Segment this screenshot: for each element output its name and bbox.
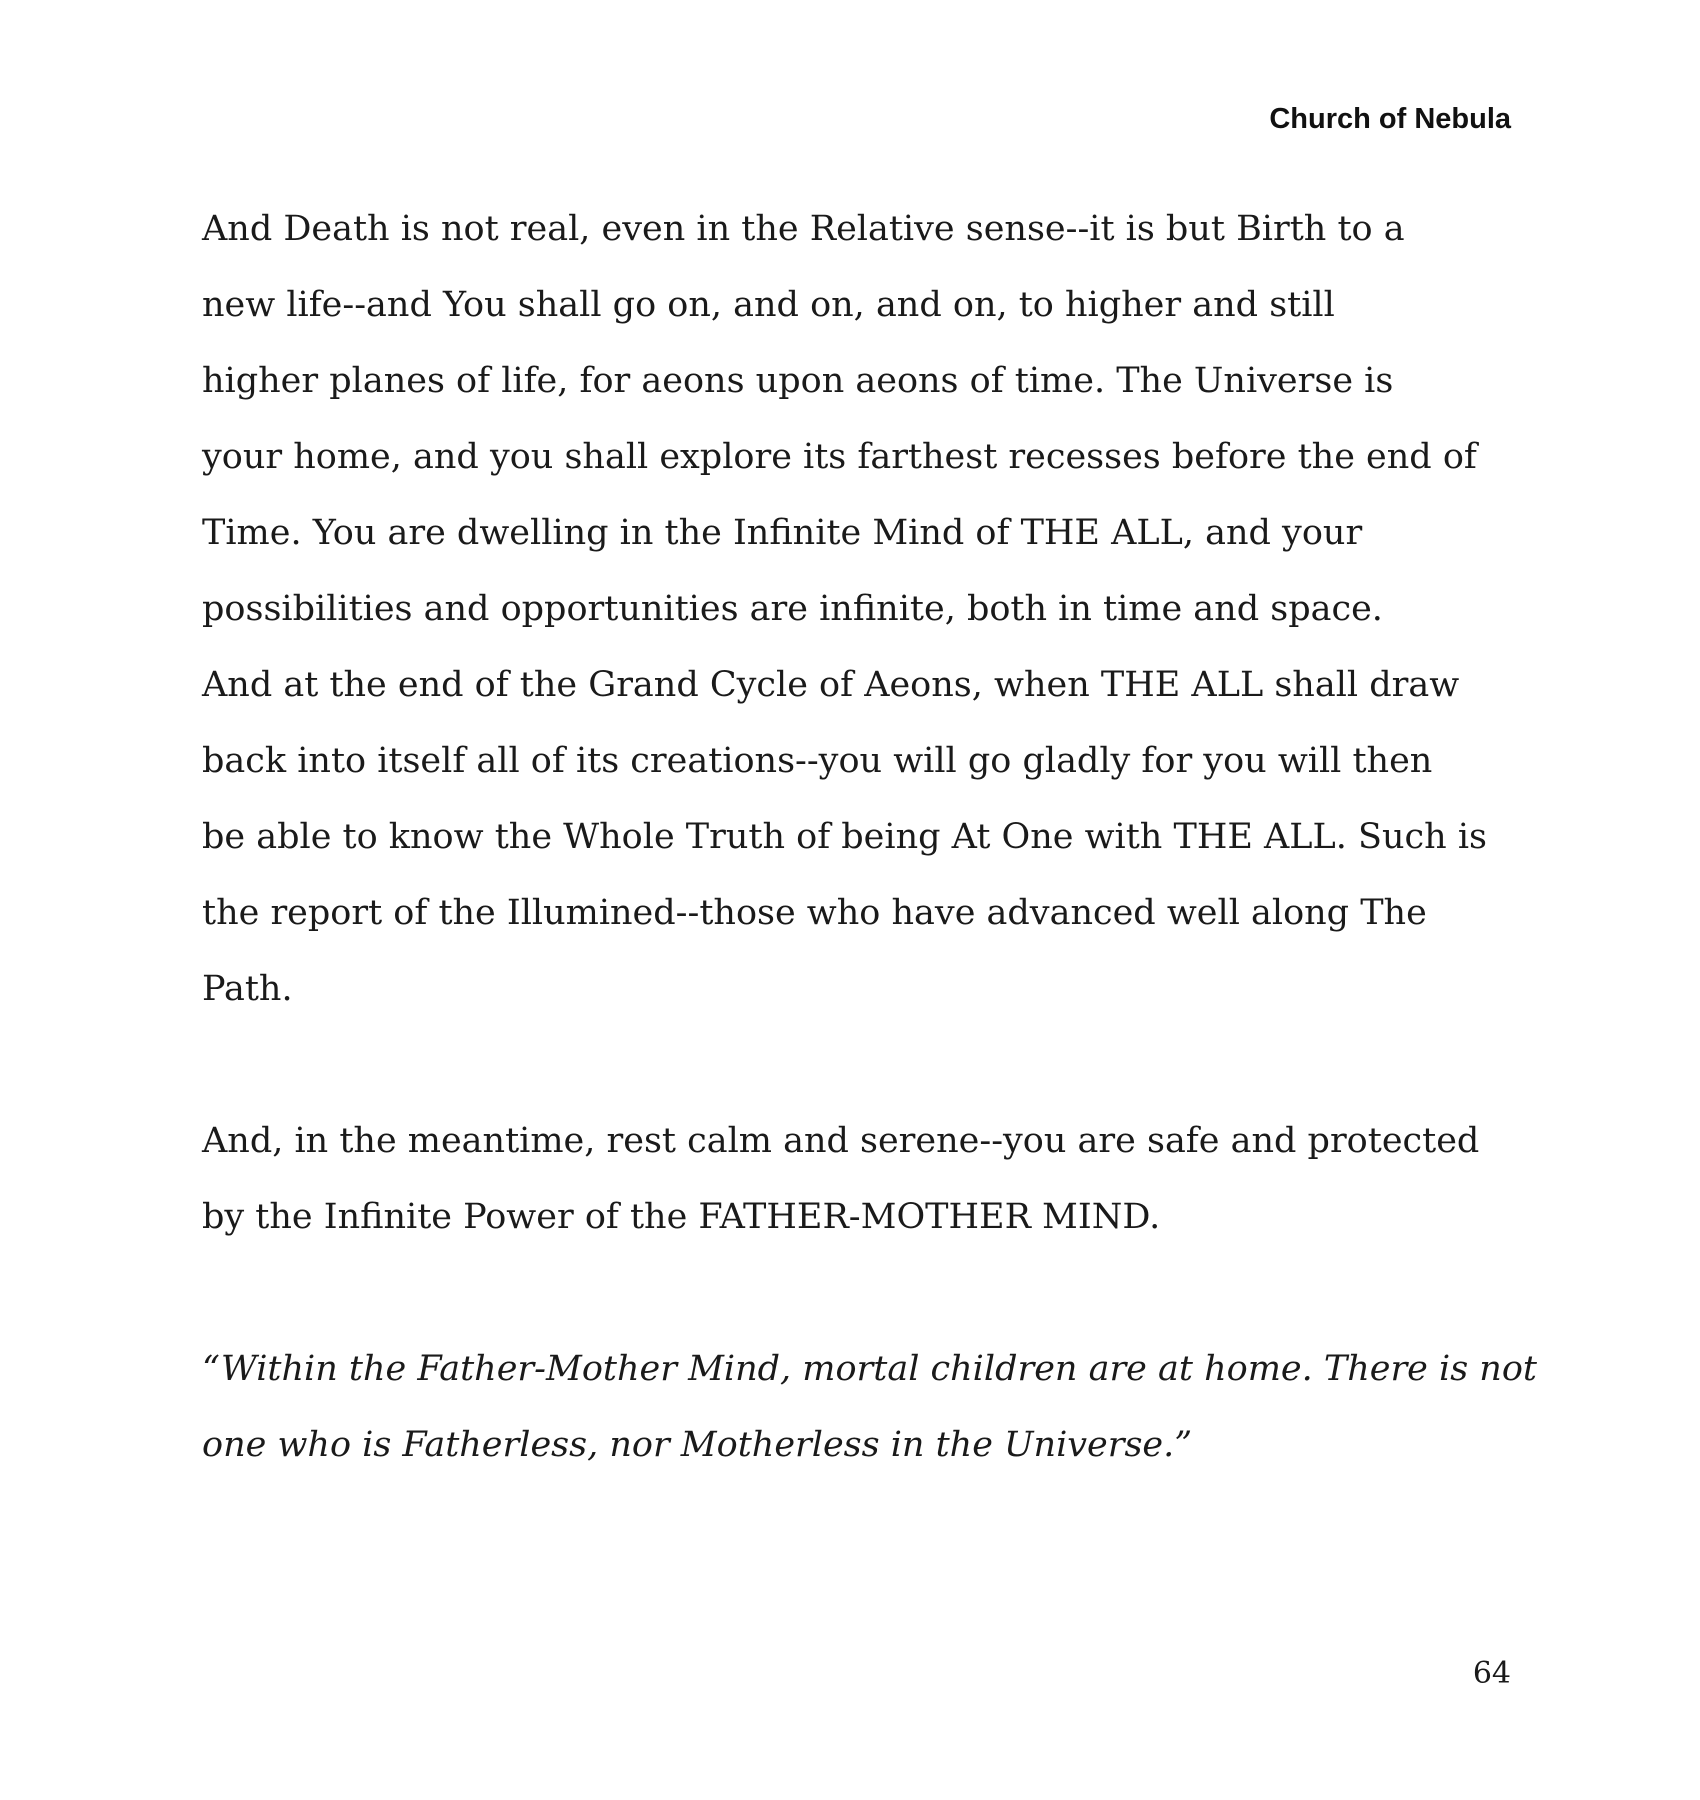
page-body (202, 191, 1542, 1483)
text-line: higher planes of life, for aeons upon aeons of time. The Universe is (202, 361, 1394, 401)
quote-line: “Within the Father-Mother Mind, mortal children are at home. There is not (202, 1349, 1537, 1389)
text-line: And Death is not real, even in the Relative sense--it is but Birth to a (202, 209, 1405, 249)
text-line: And, in the meantime, rest calm and serene--you are safe and protected (202, 1121, 1480, 1161)
text-line: by the Infinite Power of the FATHER-MOTHER MIND. (202, 1197, 1161, 1237)
paragraph-rest-calm (202, 1103, 1542, 1255)
closing-quote (202, 1331, 1542, 1483)
text-line: new life--and You shall go on, and on, and on, to higher and still (202, 285, 1335, 325)
text-line: the report of the Illumined--those who have advanced well along The (202, 893, 1427, 933)
text-line: back into itself all of its creations--you will go gladly for you will then (202, 741, 1433, 781)
text-line: Time. You are dwelling in the Infinite Mind of THE ALL, and your (202, 513, 1363, 553)
running-header: Church of Nebula (1269, 103, 1511, 135)
page-number: 64 (1472, 1656, 1511, 1691)
paragraph-spacer (202, 1255, 1542, 1331)
quote-line: one who is Fatherless, nor Motherless in the Universe.” (202, 1425, 1193, 1465)
text-line: Path. (202, 969, 293, 1009)
text-line: be able to know the Whole Truth of being At One with THE ALL. Such is (202, 817, 1487, 857)
text-line: And at the end of the Grand Cycle of Aeons, when THE ALL shall draw (202, 665, 1460, 705)
paragraph-spacer (202, 1027, 1542, 1103)
text-line: possibilities and opportunities are infinite, both in time and space. (202, 589, 1383, 629)
text-line: your home, and you shall explore its farthest recesses before the end of (202, 437, 1477, 477)
paragraph-death-not-real (202, 191, 1542, 1027)
